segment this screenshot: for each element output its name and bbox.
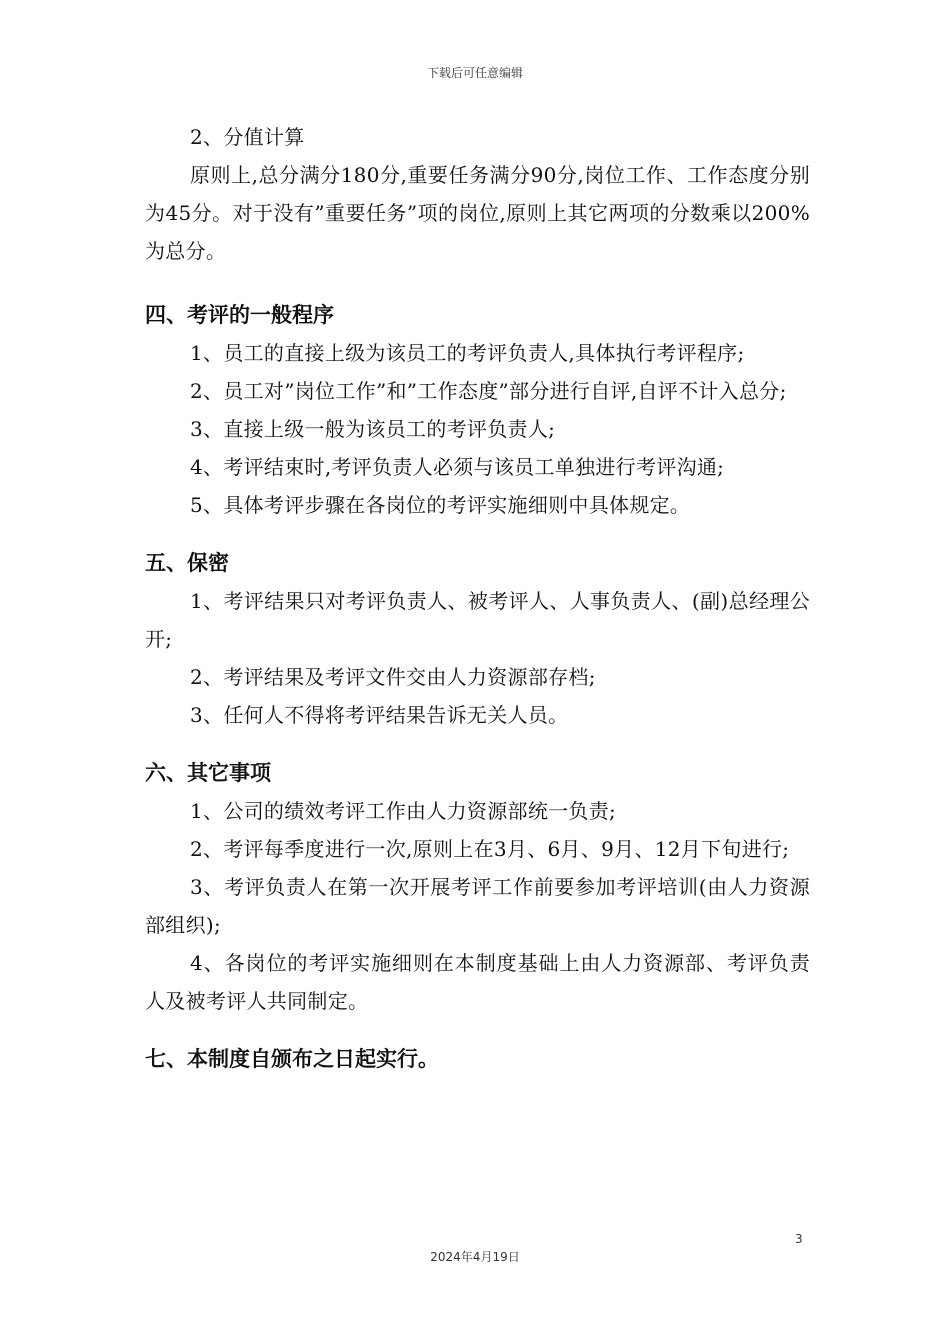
section-five-item-1: 1、考评结果只对考评负责人、被考评人、人事负责人、(副)总经理公开; [145,589,810,651]
score-paragraph: 原则上,总分满分180分,重要任务满分90分,岗位工作、工作态度分别为45分。对于没有”重要任务”项的岗位,原则上其它两项的分数乘以200%为总分。 [145,163,810,263]
section-six-item-3: 3、考评负责人在第一次开展考评工作前要参加考评培训(由人力资源部组织); [145,875,810,937]
section-four-item-4: 4、考评结束时,考评负责人必须与该员工单独进行考评沟通; [190,455,725,479]
section-four-item-1: 1、员工的直接上级为该员工的考评负责人,具体执行考评程序; [190,341,745,365]
page-date: 2024年4月19日 [430,1250,520,1264]
section-six-heading: 六、其它事项 [145,760,271,785]
section-six-item-4: 4、各岗位的考评实施细则在本制度基础上由人力资源部、考评负责人及被考评人共同制定。 [145,951,810,1013]
document-body [145,118,810,1078]
section-four-item-3: 3、直接上级一般为该员工的考评负责人; [190,417,556,441]
section-four-heading: 四、考评的一般程序 [145,302,334,327]
score-subtitle: 2、分值计算 [190,125,305,149]
section-four-item-2: 2、员工对”岗位工作”和”工作态度”部分进行自评,自评不计入总分; [190,379,787,403]
section-six-item-2: 2、考评每季度进行一次,原则上在3月、6月、9月、12月下旬进行; [190,837,790,861]
section-four-item-5: 5、具体考评步骤在各岗位的考评实施细则中具体规定。 [190,493,691,517]
section-seven-heading: 七、本制度自颁布之日起实行。 [145,1046,439,1071]
section-five-heading: 五、保密 [145,550,229,575]
section-five-item-2: 2、考评结果及考评文件交由人力资源部存档; [190,665,596,689]
section-five-item-3: 3、任何人不得将考评结果告诉无关人员。 [190,703,569,727]
page-number: 3 [795,1232,803,1246]
page-header-note: 下载后可任意编辑 [426,66,523,80]
section-six-item-1: 1、公司的绩效考评工作由人力资源部统一负责; [190,799,617,823]
